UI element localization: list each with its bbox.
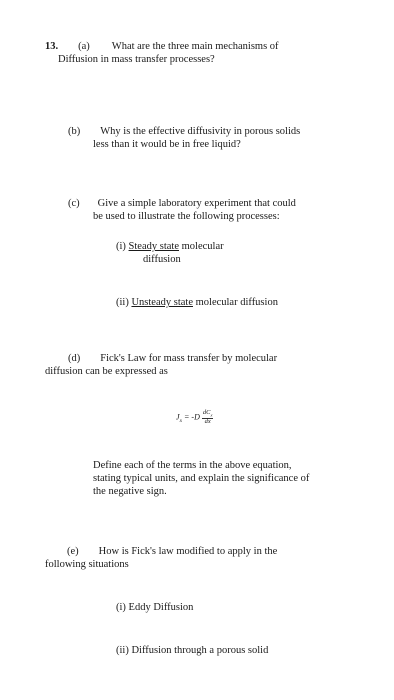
part-c-text-2: be used to illustrate the following processes: bbox=[93, 211, 280, 223]
question-13-part-d bbox=[45, 352, 277, 378]
part-e-label: (e) bbox=[67, 546, 79, 557]
equation-lhs-sub: x bbox=[179, 418, 183, 425]
part-d-define bbox=[93, 459, 309, 498]
part-a-line-1 bbox=[45, 40, 279, 53]
equation-eq: = -D bbox=[182, 412, 200, 422]
part-d-text-2: diffusion can be expressed as bbox=[45, 366, 168, 378]
part-c-item-i-prefix: (i) bbox=[116, 241, 129, 252]
equation-lhs: J bbox=[176, 412, 180, 422]
part-d-text-1: Fick's Law for mass transfer by molecular bbox=[100, 353, 278, 364]
equation-num-text: dC bbox=[202, 409, 211, 416]
part-c-label: (c) bbox=[68, 198, 80, 209]
part-c-item-ii bbox=[116, 296, 278, 309]
part-c-item-ii-underlined: Unsteady state bbox=[131, 297, 193, 308]
part-c-item-i-rest: molecular bbox=[179, 241, 224, 252]
part-e-text-1: How is Fick's law modified to apply in the bbox=[98, 546, 278, 557]
equation-denominator: dx bbox=[204, 417, 211, 425]
part-c-item-i-underlined: Steady state bbox=[128, 241, 179, 252]
part-e-line-1 bbox=[67, 545, 277, 558]
part-b-line-1 bbox=[68, 125, 300, 138]
part-c-item-i-line-1 bbox=[116, 240, 224, 253]
part-c-item-i-line-2: diffusion bbox=[143, 254, 181, 266]
part-e-item-ii: (ii) Diffusion through a porous solid bbox=[116, 645, 269, 656]
part-b-text-2: less than it would be in free liquid? bbox=[93, 139, 241, 151]
part-e-item-i: (i) Eddy Diffusion bbox=[116, 602, 194, 613]
part-e-text-2: following situations bbox=[45, 559, 129, 571]
question-13-part-e bbox=[45, 545, 277, 571]
question-13-part-c bbox=[68, 197, 296, 223]
part-c-item-ii-prefix: (ii) bbox=[116, 297, 132, 308]
part-d-label: (d) bbox=[68, 353, 81, 364]
part-b-text-1: Why is the effective diffusivity in porous solids bbox=[100, 126, 301, 137]
equation-fraction bbox=[202, 410, 214, 425]
equation-num-sub: x bbox=[210, 412, 213, 418]
part-b-label: (b) bbox=[68, 126, 81, 137]
part-d-define-3: the negative sign. bbox=[93, 486, 167, 498]
part-d-define-1: Define each of the terms in the above equation, bbox=[93, 460, 292, 471]
part-c-text-1: Give a simple laboratory experiment that could bbox=[97, 198, 296, 209]
part-c-item-i bbox=[116, 240, 224, 266]
part-c-item-ii-rest: molecular diffusion bbox=[192, 297, 278, 308]
question-13-part-b bbox=[68, 125, 300, 151]
ficks-law-equation bbox=[176, 410, 213, 425]
part-d-line-1 bbox=[68, 352, 277, 365]
part-a-text-1: What are the three main mechanisms of bbox=[111, 41, 279, 52]
part-c-line-1 bbox=[68, 197, 296, 210]
part-a-label: (a) bbox=[78, 41, 90, 52]
part-d-define-2: stating typical units, and explain the significance of bbox=[93, 473, 310, 485]
question-13-part-a bbox=[45, 40, 279, 66]
part-a-text-2: Diffusion in mass transfer processes? bbox=[58, 54, 215, 66]
question-number: 13. bbox=[45, 41, 59, 52]
